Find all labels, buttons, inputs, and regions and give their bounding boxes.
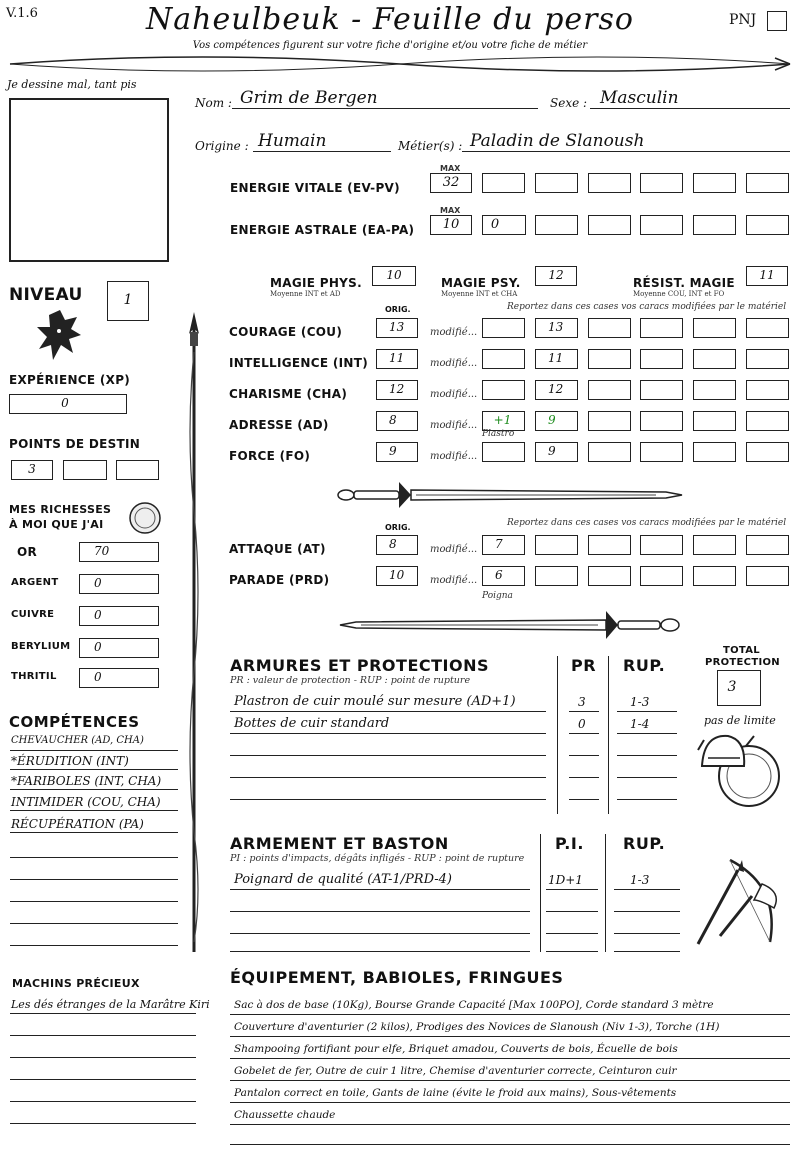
stat-extra-box-4-1[interactable] <box>640 442 683 462</box>
stat-extra-box-4-3[interactable] <box>746 442 789 462</box>
ev-max-box[interactable]: 32 <box>430 173 472 193</box>
combat-label-1: PARADE (PRD) <box>229 573 330 587</box>
armor-item-rup-1: 1-4 <box>630 717 650 731</box>
staff-icon <box>182 312 206 952</box>
stat-mod2-box-0-value: 13 <box>548 320 564 334</box>
wealth-box-0[interactable] <box>79 542 159 562</box>
magie-psy-label: MAGIE PSY. <box>441 276 521 290</box>
equipment-line-text-4[interactable]: Pantalon correct en toile, Gants de laine (évite le froid aux mains), Sous-vêtements <box>234 1087 677 1099</box>
origine-line <box>253 151 391 152</box>
xp-label: EXPÉRIENCE (XP) <box>9 373 131 387</box>
magie-phys-box[interactable]: 10 <box>372 266 416 286</box>
stat-extra-box-3-3[interactable] <box>746 411 789 431</box>
stat-extra-box-3-1[interactable] <box>640 411 683 431</box>
ea-extra-box-3[interactable] <box>693 215 736 235</box>
stat-extra-box-0-0[interactable] <box>588 318 631 338</box>
stat-mod2-box-3-value: 9 <box>548 413 556 427</box>
coin-icon <box>128 501 162 535</box>
stat-mod2-box-0[interactable] <box>535 318 578 338</box>
weapon-pi-line-1 <box>546 911 598 912</box>
precious-title: MACHINS PRÉCIEUX <box>12 977 140 990</box>
header-ornament <box>0 52 800 76</box>
portrait-box[interactable] <box>9 98 169 262</box>
skill-line-4 <box>10 832 178 833</box>
sword-icon-2 <box>336 608 686 642</box>
stat-extra-box-2-2[interactable] <box>693 380 736 400</box>
skill-line-6 <box>10 879 178 880</box>
wealth-box-3-value: 0 <box>94 640 102 654</box>
page-subtitle: Vos compétences figurent sur votre fiche d'origine et/ou votre fiche de métier <box>192 40 588 51</box>
weapons-divider-2 <box>605 834 606 952</box>
weapon-rup-line-0 <box>614 889 680 890</box>
combat-note-1: Poigna <box>482 591 513 601</box>
armor-pr-line-0 <box>569 711 599 712</box>
combat-extra-box-1-1[interactable] <box>588 566 631 586</box>
precious-line-1 <box>10 1035 196 1036</box>
stat-orig-box-0-value: 13 <box>389 320 405 334</box>
equipment-line-6 <box>230 1144 790 1145</box>
combat-mod1-box-0[interactable] <box>482 535 525 555</box>
portrait-caption: Je dessine mal, tant pis <box>7 78 137 91</box>
combat-orig-label: ORIG. <box>385 523 411 532</box>
magie-phys-note: Moyenne INT et AD <box>270 290 341 298</box>
armor-col-pr: PR <box>571 656 597 675</box>
combat-extra-box-0-4[interactable] <box>746 535 789 555</box>
combat-modified-label-0: modifié... <box>430 544 478 555</box>
stats-orig-label: ORIG. <box>385 305 411 314</box>
weapons-col-rup: RUP. <box>623 834 666 853</box>
weapon-line-3 <box>230 951 530 952</box>
wealth-label-1: ARGENT <box>11 577 59 588</box>
stat-modified-label-3: modifié... <box>430 420 478 431</box>
nom-line <box>232 108 538 109</box>
wealth-label-1: MES RICHESSES <box>9 503 112 516</box>
destin-box-3[interactable] <box>116 460 159 480</box>
weapons-subtitle: PI : points d'impacts, dégâts infligés - RUP : point de rupture <box>230 853 525 864</box>
weapon-rup-line-2 <box>614 933 680 934</box>
equipment-line-text-5[interactable]: Chaussette chaude <box>234 1109 336 1121</box>
weapon-pi-line-3 <box>546 951 598 952</box>
niveau-label: NIVEAU <box>9 285 83 305</box>
skill-item-2[interactable]: *FARIBOLES (INT, CHA) <box>11 774 162 788</box>
wealth-label-3: BERYLIUM <box>11 641 71 652</box>
skill-line-0 <box>10 750 178 751</box>
stat-modified-label-0: modifié... <box>430 327 478 338</box>
skill-item-1[interactable]: *ÉRUDITION (INT) <box>11 754 129 768</box>
stat-label-2: CHARISME (CHA) <box>229 387 348 401</box>
magie-psy-note: Moyenne INT et CHA <box>441 290 518 298</box>
weapons-icon <box>690 856 790 948</box>
destin-box-1[interactable]: 3 <box>11 460 53 480</box>
armor-rup-line-3 <box>617 777 677 778</box>
combat-label-0: ATTAQUE (AT) <box>229 542 326 556</box>
combat-orig-box-1[interactable] <box>376 566 418 586</box>
skill-line-9 <box>10 945 178 946</box>
stat-mod2-box-3[interactable] <box>535 411 578 431</box>
stat-mod2-box-4[interactable] <box>535 442 578 462</box>
equipment-line-1 <box>230 1036 790 1037</box>
stat-extra-box-0-3[interactable] <box>746 318 789 338</box>
skill-line-8 <box>10 923 178 924</box>
wealth-label-2: À MOI QUE J'AI <box>9 518 104 531</box>
wealth-box-3[interactable] <box>79 638 159 658</box>
resist-note: Moyenne COU, INT et FO <box>633 290 725 298</box>
weapon-rup-line-3 <box>614 951 680 952</box>
weapons-title: ARMEMENT ET BASTON <box>230 834 449 853</box>
armor-rup-line-0 <box>617 711 677 712</box>
armor-subtitle: PR : valeur de protection - RUP : point de rupture <box>230 675 471 686</box>
combat-extra-box-1-2[interactable] <box>640 566 683 586</box>
stat-orig-box-3-value: 8 <box>389 413 397 427</box>
armor-rup-line-1 <box>617 733 677 734</box>
wealth-box-1[interactable] <box>79 574 159 594</box>
precious-line-3 <box>10 1079 196 1080</box>
stat-mod1-box-1[interactable] <box>482 349 525 369</box>
armor-pr-line-3 <box>569 777 599 778</box>
combat-extra-box-1-3[interactable] <box>693 566 736 586</box>
pnj-checkbox[interactable] <box>767 11 787 31</box>
armor-rup-line-2 <box>617 755 677 756</box>
metier-line <box>462 151 790 152</box>
metier-label: Métier(s) : <box>398 139 463 153</box>
stat-orig-box-2[interactable] <box>376 380 418 400</box>
weapon-pi-line-0 <box>546 889 598 890</box>
stat-extra-box-2-0[interactable] <box>588 380 631 400</box>
armor-pr-line-1 <box>569 733 599 734</box>
dragon-icon <box>35 305 85 365</box>
weapon-item-rup-0: 1-3 <box>630 873 650 887</box>
wealth-box-1-value: 0 <box>94 576 102 590</box>
equipment-title: ÉQUIPEMENT, BABIOLES, FRINGUES <box>230 968 564 987</box>
weapon-rup-line-1 <box>614 911 680 912</box>
skill-line-1 <box>10 769 178 770</box>
resist-label: RÉSIST. MAGIE <box>633 276 735 290</box>
combat-extra-box-0-1[interactable] <box>588 535 631 555</box>
weapons-col-pi: P.I. <box>555 834 584 853</box>
ev-extra-box-5[interactable] <box>746 173 789 193</box>
stat-orig-box-1[interactable] <box>376 349 418 369</box>
equipment-line-2 <box>230 1058 790 1059</box>
stat-mod1-box-4[interactable] <box>482 442 525 462</box>
stat-orig-box-2-value: 12 <box>389 382 405 396</box>
stat-extra-box-1-3[interactable] <box>746 349 789 369</box>
ev-extra-box-1[interactable] <box>535 173 578 193</box>
ev-extra-box-3[interactable] <box>640 173 683 193</box>
combat-extra-box-0-3[interactable] <box>693 535 736 555</box>
niveau-box[interactable]: 1 <box>107 281 149 321</box>
nom-value[interactable]: Grim de Bergen <box>240 88 378 108</box>
armor-line-1 <box>230 733 546 734</box>
stat-label-4: FORCE (FO) <box>229 449 311 463</box>
armor-divider-1 <box>557 656 558 814</box>
ea-extra-box-2[interactable] <box>640 215 683 235</box>
wealth-label-2: CUIVRE <box>11 609 55 620</box>
armor-line-3 <box>230 777 546 778</box>
wealth-label-0: OR <box>17 545 38 559</box>
destin-label: POINTS DE DESTIN <box>9 437 141 451</box>
skill-line-3 <box>10 810 178 811</box>
total-label-2: PROTECTION <box>705 657 780 668</box>
stat-orig-box-4-value: 9 <box>389 444 397 458</box>
precious-line-0 <box>10 1013 196 1014</box>
combat-extra-box-1-4[interactable] <box>746 566 789 586</box>
stat-extra-box-4-0[interactable] <box>588 442 631 462</box>
stat-mod1-box-3[interactable] <box>482 411 525 431</box>
stat-mod1-box-0[interactable] <box>482 318 525 338</box>
magie-psy-box[interactable]: 12 <box>535 266 577 286</box>
precious-line-4 <box>10 1101 196 1102</box>
stat-extra-box-0-1[interactable] <box>640 318 683 338</box>
total-protection-box[interactable]: 3 <box>717 670 761 706</box>
sexe-value[interactable]: Masculin <box>600 88 679 108</box>
helmet-shield-icon <box>694 726 784 812</box>
stat-extra-box-1-1[interactable] <box>640 349 683 369</box>
armor-divider-2 <box>608 656 609 814</box>
combat-mod1-box-0-value: 7 <box>495 537 503 551</box>
pnj-label: PNJ <box>729 12 757 28</box>
stat-note-3: Plastro <box>482 429 515 439</box>
stat-modified-label-1: modifié... <box>430 358 478 369</box>
combat-orig-box-1-value: 10 <box>389 568 405 582</box>
stat-orig-box-4[interactable] <box>376 442 418 462</box>
wealth-box-4-value: 0 <box>94 670 102 684</box>
stat-extra-box-3-2[interactable] <box>693 411 736 431</box>
stat-mod1-box-2[interactable] <box>482 380 525 400</box>
sexe-label: Sexe : <box>550 96 588 110</box>
armor-col-rup: RUP. <box>623 656 666 675</box>
equipment-line-3 <box>230 1080 790 1081</box>
ev-extra-box-4[interactable] <box>693 173 736 193</box>
armor-line-4 <box>230 799 546 800</box>
armor-pr-line-2 <box>569 755 599 756</box>
stat-extra-box-0-2[interactable] <box>693 318 736 338</box>
armor-item-rup-0: 1-3 <box>630 695 650 709</box>
armor-item-name-0[interactable]: Plastron de cuir moulé sur mesure (AD+1) <box>234 694 516 709</box>
stat-orig-box-0[interactable] <box>376 318 418 338</box>
stat-extra-box-1-2[interactable] <box>693 349 736 369</box>
ev-label: ENERGIE VITALE (EV-PV) <box>230 181 400 195</box>
ea-current-box[interactable]: 0 <box>482 215 526 235</box>
stat-modified-label-4: modifié... <box>430 451 478 462</box>
ea-extra-box-0[interactable] <box>535 215 578 235</box>
armor-item-pr-0: 3 <box>578 695 586 709</box>
armor-line-0 <box>230 711 546 712</box>
weapon-line-2 <box>230 933 530 934</box>
armor-item-name-1[interactable]: Bottes de cuir standard <box>234 716 390 731</box>
stat-modified-label-2: modifié... <box>430 389 478 400</box>
weapon-line-1 <box>230 911 530 912</box>
equipment-line-5 <box>230 1124 790 1125</box>
combat-mod1-box-1-value: 6 <box>495 568 503 582</box>
stat-mod1-box-3-value: +1 <box>493 413 512 427</box>
equipment-line-text-3[interactable]: Gobelet de fer, Outre de cuir 1 litre, Chemise d'aventurier correcte, Ceinturon cuir <box>234 1065 677 1077</box>
nom-label: Nom : <box>195 96 232 110</box>
stat-mod2-box-1-value: 11 <box>548 351 564 365</box>
precious-line-2 <box>10 1057 196 1058</box>
origine-label: Origine : <box>195 139 249 153</box>
sword-icon <box>336 478 686 512</box>
metier-value[interactable]: Paladin de Slanoush <box>470 131 645 151</box>
skill-item-4[interactable]: RÉCUPÉRATION (PA) <box>11 817 144 831</box>
combat-modified-label-1: modifié... <box>430 575 478 586</box>
weapon-item-name-0[interactable]: Poignard de qualité (AT-1/PRD-4) <box>234 872 452 887</box>
armor-pr-line-4 <box>569 799 599 800</box>
stat-mod2-box-1[interactable] <box>535 349 578 369</box>
stat-extra-box-2-1[interactable] <box>640 380 683 400</box>
stat-label-3: ADRESSE (AD) <box>229 418 329 432</box>
destin-box-2[interactable] <box>63 460 107 480</box>
weapon-item-pi-0: 1D+1 <box>548 873 583 887</box>
stat-mod2-box-2[interactable] <box>535 380 578 400</box>
wealth-box-4[interactable] <box>79 668 159 688</box>
skills-title: COMPÉTENCES <box>9 713 140 731</box>
combat-note: Reportez dans ces cases vos caracs modifiées par le matériel <box>507 518 787 528</box>
precious-line-5 <box>10 1123 196 1124</box>
equipment-line-text-0[interactable]: Sac à dos de base (10Kg), Bourse Grande Capacité [Max 100PO], Corde standard 3 mètre <box>234 999 714 1011</box>
stat-extra-box-1-0[interactable] <box>588 349 631 369</box>
ev-extra-box-2[interactable] <box>588 173 631 193</box>
sexe-line <box>590 108 790 109</box>
ev-extra-box-0[interactable] <box>482 173 525 193</box>
origine-value[interactable]: Humain <box>258 131 327 151</box>
total-label-1: TOTAL <box>723 645 760 656</box>
page-title: Naheulbeuk - Feuille du perso <box>146 2 634 37</box>
resist-box[interactable]: 11 <box>746 266 788 286</box>
stat-orig-box-1-value: 11 <box>389 351 405 365</box>
skill-line-2 <box>10 789 178 790</box>
equipment-line-4 <box>230 1102 790 1103</box>
wealth-label-4: THRITIL <box>11 671 57 682</box>
equipment-line-0 <box>230 1014 790 1015</box>
combat-extra-box-1-0[interactable] <box>535 566 578 586</box>
wealth-box-2-value: 0 <box>94 608 102 622</box>
ea-extra-box-1[interactable] <box>588 215 631 235</box>
equipment-line-text-1[interactable]: Couverture d'aventurier (2 kilos), Prodiges des Novices de Slanoush (Niv 1-3), Torche (1H) <box>234 1021 720 1033</box>
armor-title: ARMURES ET PROTECTIONS <box>230 656 489 675</box>
ea-label: ENERGIE ASTRALE (EA-PA) <box>230 223 415 237</box>
weapon-line-0 <box>230 889 530 890</box>
wealth-box-2[interactable] <box>79 606 159 626</box>
combat-orig-box-0[interactable] <box>376 535 418 555</box>
combat-extra-box-0-2[interactable] <box>640 535 683 555</box>
stat-extra-box-4-2[interactable] <box>693 442 736 462</box>
skill-item-3[interactable]: INTIMIDER (COU, CHA) <box>11 795 161 809</box>
skill-item-0[interactable]: CHEVAUCHER (AD, CHA) <box>11 735 144 746</box>
stat-mod2-box-2-value: 12 <box>548 382 564 396</box>
stats-note: Reportez dans ces cases vos caracs modifiées par le matériel <box>507 302 787 312</box>
skill-line-5 <box>10 857 178 858</box>
version-label: V.1.6 <box>6 6 38 21</box>
ea-extra-box-4[interactable] <box>746 215 789 235</box>
stat-label-1: INTELLIGENCE (INT) <box>229 356 368 370</box>
wealth-box-0-value: 70 <box>94 544 110 558</box>
weapon-pi-line-2 <box>546 933 598 934</box>
stat-extra-box-2-3[interactable] <box>746 380 789 400</box>
magie-phys-label: MAGIE PHYS. <box>270 276 362 290</box>
skill-line-7 <box>10 901 178 902</box>
stat-orig-box-3[interactable] <box>376 411 418 431</box>
combat-orig-box-0-value: 8 <box>389 537 397 551</box>
limit-note: pas de limite <box>704 714 776 727</box>
stat-label-0: COURAGE (COU) <box>229 325 343 339</box>
armor-rup-line-4 <box>617 799 677 800</box>
combat-mod1-box-1[interactable] <box>482 566 525 586</box>
armor-item-pr-1: 0 <box>578 717 586 731</box>
ev-max-label: MAX <box>440 164 461 173</box>
ea-max-box[interactable]: 10 <box>430 215 472 235</box>
ea-max-label: MAX <box>440 206 461 215</box>
equipment-line-text-2[interactable]: Shampooing fortifiant pour elfe, Briquet amadou, Couverts de bois, Écuelle de bois <box>234 1043 678 1055</box>
combat-extra-box-0-0[interactable] <box>535 535 578 555</box>
stat-extra-box-3-0[interactable] <box>588 411 631 431</box>
armor-line-2 <box>230 755 546 756</box>
weapons-divider-1 <box>540 834 541 952</box>
xp-box[interactable]: 0 <box>9 394 127 414</box>
stat-mod2-box-4-value: 9 <box>548 444 556 458</box>
precious-item-0[interactable]: Les dés étranges de la Marâtre Kiri <box>11 998 210 1011</box>
